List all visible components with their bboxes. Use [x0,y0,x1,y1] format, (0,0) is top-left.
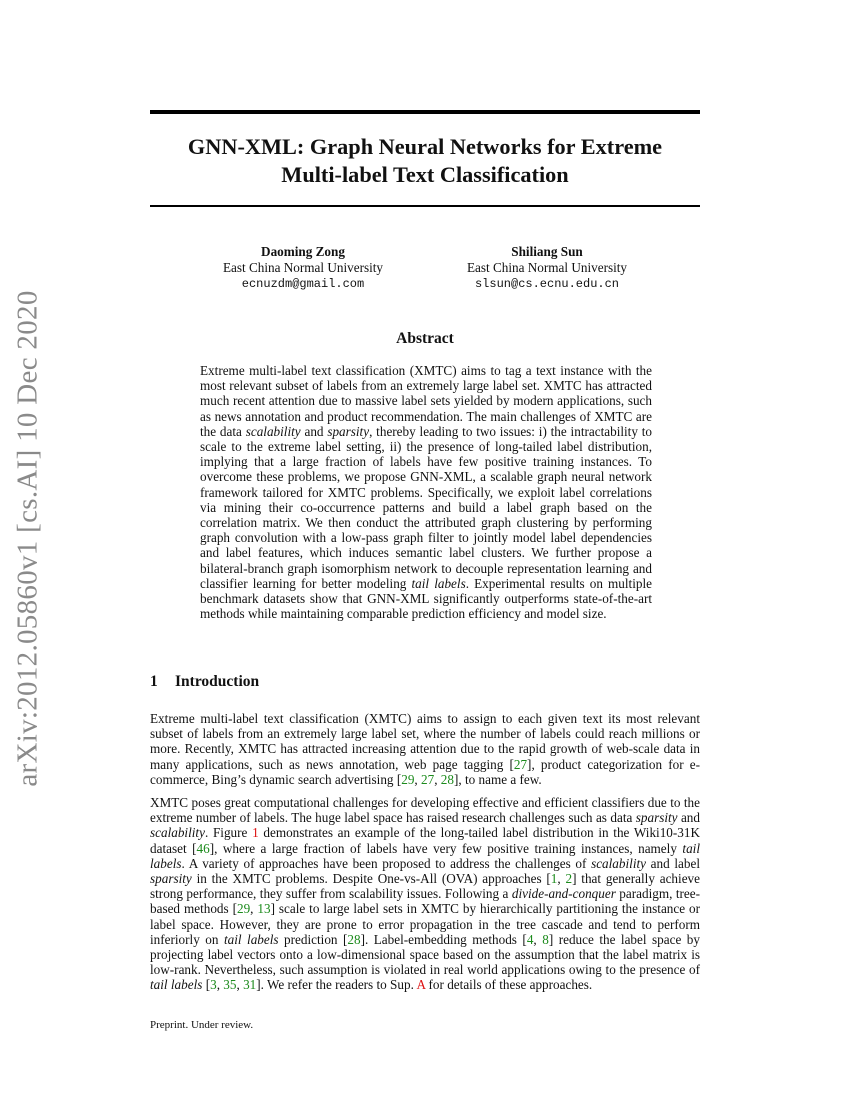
paragraph-text: prediction [ [278,931,348,947]
citation-separator: , [236,977,244,993]
emphasis: tail labels [150,840,700,871]
paragraph-text: ]. We refer the readers to Sup. [256,977,417,993]
emphasis: divide-and-conquer [511,886,616,902]
paragraph-text: [ [202,977,211,993]
paragraph-text: ] scale to large label sets in XMTC by hierarchically partitioning the instance or label space. However, they are prone to error propagation in the tree cascade and tend to perform inferiorly on [150,901,701,947]
paragraph-text: ], where a large fraction of labels have very few positive training instances, namely [209,840,683,856]
paragraph-text: paradigm, tree-based methods [ [150,886,700,917]
abstract-emphasis: scalability [245,423,301,439]
title-line-2: Multi-label Text Classification [281,162,569,187]
figure-ref-link[interactable]: 1 [252,825,259,841]
emphasis: tail labels [223,931,279,947]
citation-link[interactable]: 29 [401,771,415,787]
paragraph-text: . Figure [204,825,253,841]
citation-link[interactable]: 13 [257,901,271,917]
author-name: Daoming Zong [261,244,345,259]
abstract-body [200,363,652,621]
emphasis: scalability [591,855,647,871]
emphasis: sparsity [635,810,678,826]
paragraph-text: ]. Label-embedding methods [ [360,931,527,947]
citation-link[interactable]: 4 [526,931,534,947]
citation-separator: , [250,901,258,917]
author-affiliation: East China Normal University [222,260,384,275]
paper-title [150,133,700,189]
abstract-text: Extreme multi-label text classification (XMTC) aims to tag a text instance with the most relevant subset of labels from an extremely large label set. XMTC has attracted much recent attention due to massive label sets yielded by modern applications, such as news annotation and product recommendation. The main challenges of XMTC are the data [200,363,652,439]
paragraph-text: in the XMTC problems. Despite One-vs-All (OVA) approaches [ [191,871,551,887]
paragraph-text: and label [646,855,701,871]
citation-separator: , [434,771,441,787]
title-top-rule [150,110,700,114]
citation-separator: , [533,931,543,947]
paragraph-text: and [677,810,700,826]
citation-link[interactable]: 3 [210,977,217,993]
citation-link[interactable]: 28 [347,931,361,947]
emphasis: sparsity [150,871,192,887]
page-footer: Preprint. Under review. [150,1019,254,1031]
citation-link[interactable]: 1 [550,871,558,887]
section-title: Introduction [175,673,260,690]
author-name: Shiliang Sun [511,244,583,259]
author-block-1 [173,244,433,292]
emphasis: tail labels [150,977,203,993]
arxiv-identifier-stamp [8,289,48,787]
citation-separator: , [557,871,566,887]
abstract-text: . Experimental results on multiple benchmark datasets show that GNN-XML significantly outperforms state-of-the-art methods while maintaining comparable prediction efficiency and model size. [200,575,652,622]
paragraph-text: XMTC poses great computational challenges for developing effective and efficient classifiers due to the extreme number of labels. The huge label space has raised research challenges such as data [150,795,700,826]
paragraph-text: demonstrates an example of the long-tailed label distribution in the Wiki10-31K dataset [ [150,825,701,856]
intro-paragraph-2 [150,795,700,993]
arxiv-identifier-text: arXiv:2012.05860v1 [cs.AI] 10 Dec 2020 [11,289,44,787]
abstract-heading: Abstract [396,330,454,347]
citation-separator: , [414,771,421,787]
abstract-emphasis: sparsity [327,423,370,439]
paragraph-text: ] that generally achieve strong performance, they suffer from scalability issues. Following a [150,871,700,902]
emphasis: scalability [150,825,205,841]
paragraph-text: Extreme multi-label text classification (XMTC) aims to assign to each given text its most relevant subset of labels from an extremely large label set, where the number of labels could reach millions or more. Recently, XMTC has attracted increasing attention due to the rapid growth of web-scale data in many applications, such as news annotation, web page tagging [ [150,711,700,772]
paragraph-text: ], product categorization for e-commerce, Bing’s dynamic search advertising [ [150,756,700,787]
citation-separator: , [216,977,224,993]
paragraph-text: ] reduce the label space by projecting label vectors onto a low-dimensional space based on the assumption that the label matrix is low-rank. Nevertheless, such assumption is violated in real world applications owing to the presence of [150,931,700,978]
appendix-ref-link[interactable]: A [416,977,426,993]
paragraph-text: for details of these approaches. [425,977,593,993]
paragraph-text: ], to name a few. [453,771,542,787]
intro-paragraph-1 [150,711,700,787]
abstract-emphasis: tail labels [411,575,466,591]
citation-link[interactable]: 35 [223,977,237,993]
author-affiliation: East China Normal University [466,260,628,275]
author-block-2 [417,244,677,292]
abstract-text: , thereby leading to two issues: i) the intractability to scale to the extreme label setting, ii) the presence of long-tailed label distribution, implying that a large fraction of labels have few positive training instances. To overcome these problems, we propose GNN-XML, a scalable graph neural network framework tailored for XMTC problems. Specifically, we exploit label correlations via mining their co-occurrence patterns and build a label graph based on the correlation matrix. We then conduct the attributed graph clustering by performing graph convolution with a low-pass graph filter to jointly model label dependencies and label features, which induces semantic label clusters. We further propose a bilateral-branch graph isomorphism network to decouple representation learning and classifier learning for better modeling [200,423,653,591]
author-email[interactable]: ecnuzdm@gmail.com [241,277,365,291]
citation-link[interactable]: 27 [421,771,435,787]
paragraph-text: . A variety of approaches have been proposed to address the challenges of [181,855,592,871]
title-bottom-rule [150,205,700,207]
citation-link[interactable]: 8 [542,931,549,947]
section-heading [150,673,259,691]
citation-link[interactable]: 46 [196,840,210,856]
citation-link[interactable]: 28 [440,771,454,787]
citation-link[interactable]: 29 [236,901,251,917]
citation-link[interactable]: 31 [243,977,257,993]
title-line-1: GNN-XML: Graph Neural Networks for Extreme [187,134,663,159]
citation-link[interactable]: 27 [513,756,528,772]
author-email[interactable]: slsun@cs.ecnu.edu.cn [474,277,620,291]
citation-link[interactable]: 2 [565,871,573,887]
abstract-text: and [300,423,328,439]
section-number: 1 [150,673,158,690]
